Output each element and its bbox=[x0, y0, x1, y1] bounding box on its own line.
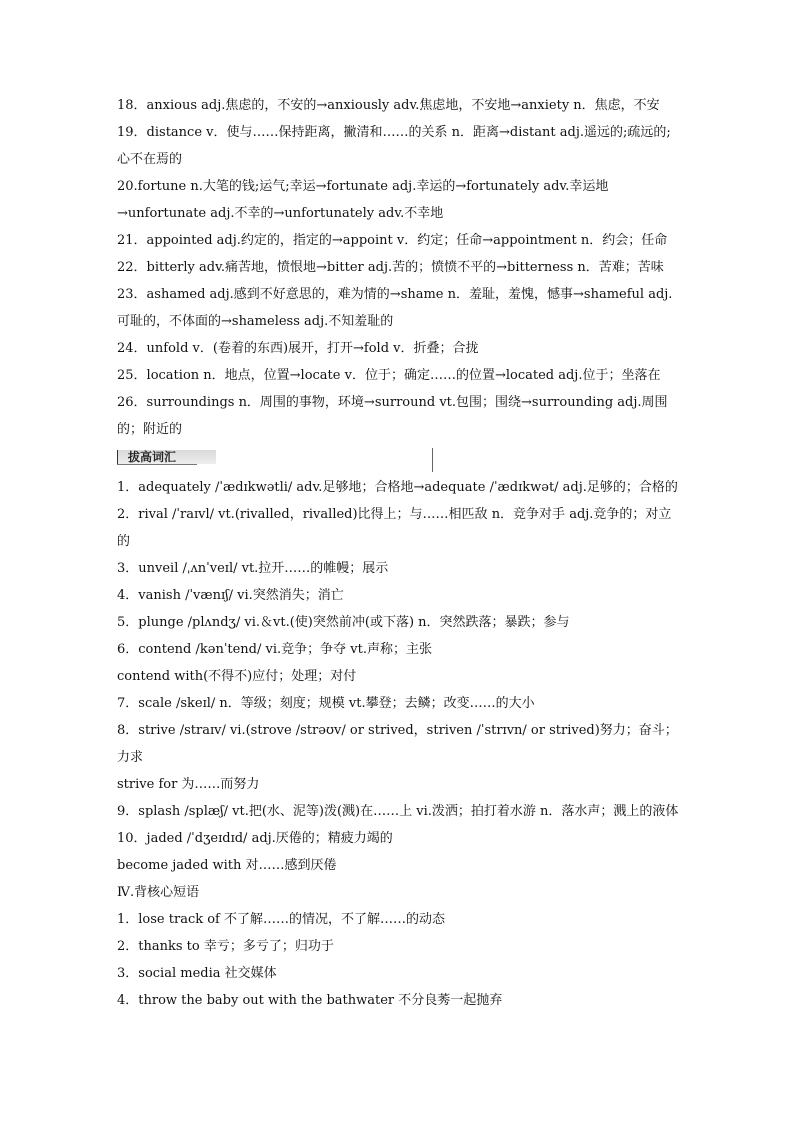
section-title: 拔高词汇 bbox=[117, 450, 216, 464]
vocab-entry-25: 25．location n．地点，位置→locate v．位于；确定……的位置→located adj.位于；坐落在 bbox=[117, 368, 661, 383]
phrase-2: 2．thanks to 幸亏；多亏了；归功于 bbox=[117, 939, 334, 954]
advanced-entry-8: 8．strive /straɪv/ vi.(strove /strəʊv/ or strived，striven /ˈstrɪvn/ or strived)努力；奋斗；力求 bbox=[117, 723, 678, 765]
advanced-entry-8-phrase: strive for 为……而努力 bbox=[117, 777, 260, 792]
section-divider-tick bbox=[432, 448, 433, 472]
phrases-heading: Ⅳ.背核心短语 bbox=[117, 885, 200, 900]
phrase-1: 1．lose track of 不了解……的情况，不了解……的动态 bbox=[117, 912, 446, 927]
document-page bbox=[117, 92, 682, 1014]
phrase-3: 3．social media 社交媒体 bbox=[117, 966, 277, 981]
core-vocab-list bbox=[117, 92, 682, 443]
vocab-entry-21: 21．appointed adj.约定的，指定的→appoint v．约定；任命→appointment n．约会；任命 bbox=[117, 233, 668, 248]
advanced-entry-5: 5．plunge /plʌndʒ/ vi.＆vt.(使)突然前冲(或下落) n．突然跌落；暴跌；参与 bbox=[117, 615, 570, 630]
advanced-entry-7: 7．scale /skeɪl/ n．等级；刻度；规模 vt.攀登；去鳞；改变……的大小 bbox=[117, 696, 535, 711]
section-underline bbox=[117, 464, 197, 465]
advanced-vocab-list bbox=[117, 474, 682, 879]
vocab-entry-26: 26．surroundings n．周围的事物，环境→surround vt.包围；围绕→surrounding adj.周围的；附近的 bbox=[117, 395, 668, 437]
advanced-entry-6: 6．contend /kənˈtend/ vi.竞争；争夺 vt.声称；主张 bbox=[117, 642, 432, 657]
advanced-entry-3: 3．unveil /ˌʌnˈveɪl/ vt.拉开……的帷幔；展示 bbox=[117, 561, 389, 576]
vocab-entry-24: 24．unfold v．(卷着的东西)展开，打开→fold v．折叠；合拢 bbox=[117, 341, 479, 356]
advanced-entry-2: 2．rival /ˈraɪvl/ vt.(rivalled，rivalled)比得上；与……相匹敌 n．竞争对手 adj.竞争的；对立的 bbox=[117, 507, 672, 549]
advanced-entry-4: 4．vanish /ˈvænɪʃ/ vi.突然消失；消亡 bbox=[117, 588, 344, 603]
advanced-entry-10: 10．jaded /ˈdʒeɪdɪd/ adj.厌倦的；精疲力竭的 bbox=[117, 831, 393, 846]
advanced-entry-9: 9．splash /splæʃ/ vt.把(水、泥等)泼(溅)在……上 vi.泼洒；拍打着水游 n．落水声；溅上的液体 bbox=[117, 804, 679, 819]
phrase-4: 4．throw the baby out with the bathwater 不分良莠一起抛弃 bbox=[117, 993, 503, 1008]
advanced-entry-10-phrase: become jaded with 对……感到厌倦 bbox=[117, 858, 337, 873]
vocab-entry-23: 23．ashamed adj.感到不好意思的，难为情的→shame n．羞耻，羞愧，憾事→shameful adj.可耻的，不体面的→shameless adj.不知羞耻的 bbox=[117, 287, 673, 329]
vocab-entry-22: 22．bitterly adv.痛苦地，愤恨地→bitter adj.苦的；愤愤不平的→bitterness n．苦难；苦味 bbox=[117, 260, 664, 275]
vocab-entry-18: 18．anxious adj.焦虑的，不安的→anxiously adv.焦虑地，不安地→anxiety n．焦虑，不安 bbox=[117, 98, 660, 113]
phrases-list bbox=[117, 906, 682, 1014]
vocab-entry-19: 19．distance v．使与……保持距离，撇清和……的关系 n．距离→distant adj.遥远的;疏远的;心不在焉的 bbox=[117, 125, 671, 167]
section-header-advanced-vocab bbox=[117, 448, 682, 468]
advanced-entry-1: 1．adequately /ˈædɪkwətli/ adv.足够地；合格地→adequate /ˈædɪkwət/ adj.足够的；合格的 bbox=[117, 480, 678, 495]
vocab-entry-20: 20.fortune n.大笔的钱;运气;幸运→fortunate adj.幸运的→fortunately adv.幸运地→unfortunate adj.不幸的→unfortunately adv.不幸地 bbox=[117, 179, 609, 221]
advanced-entry-6-phrase: contend with(不得不)应付；处理；对付 bbox=[117, 669, 357, 684]
